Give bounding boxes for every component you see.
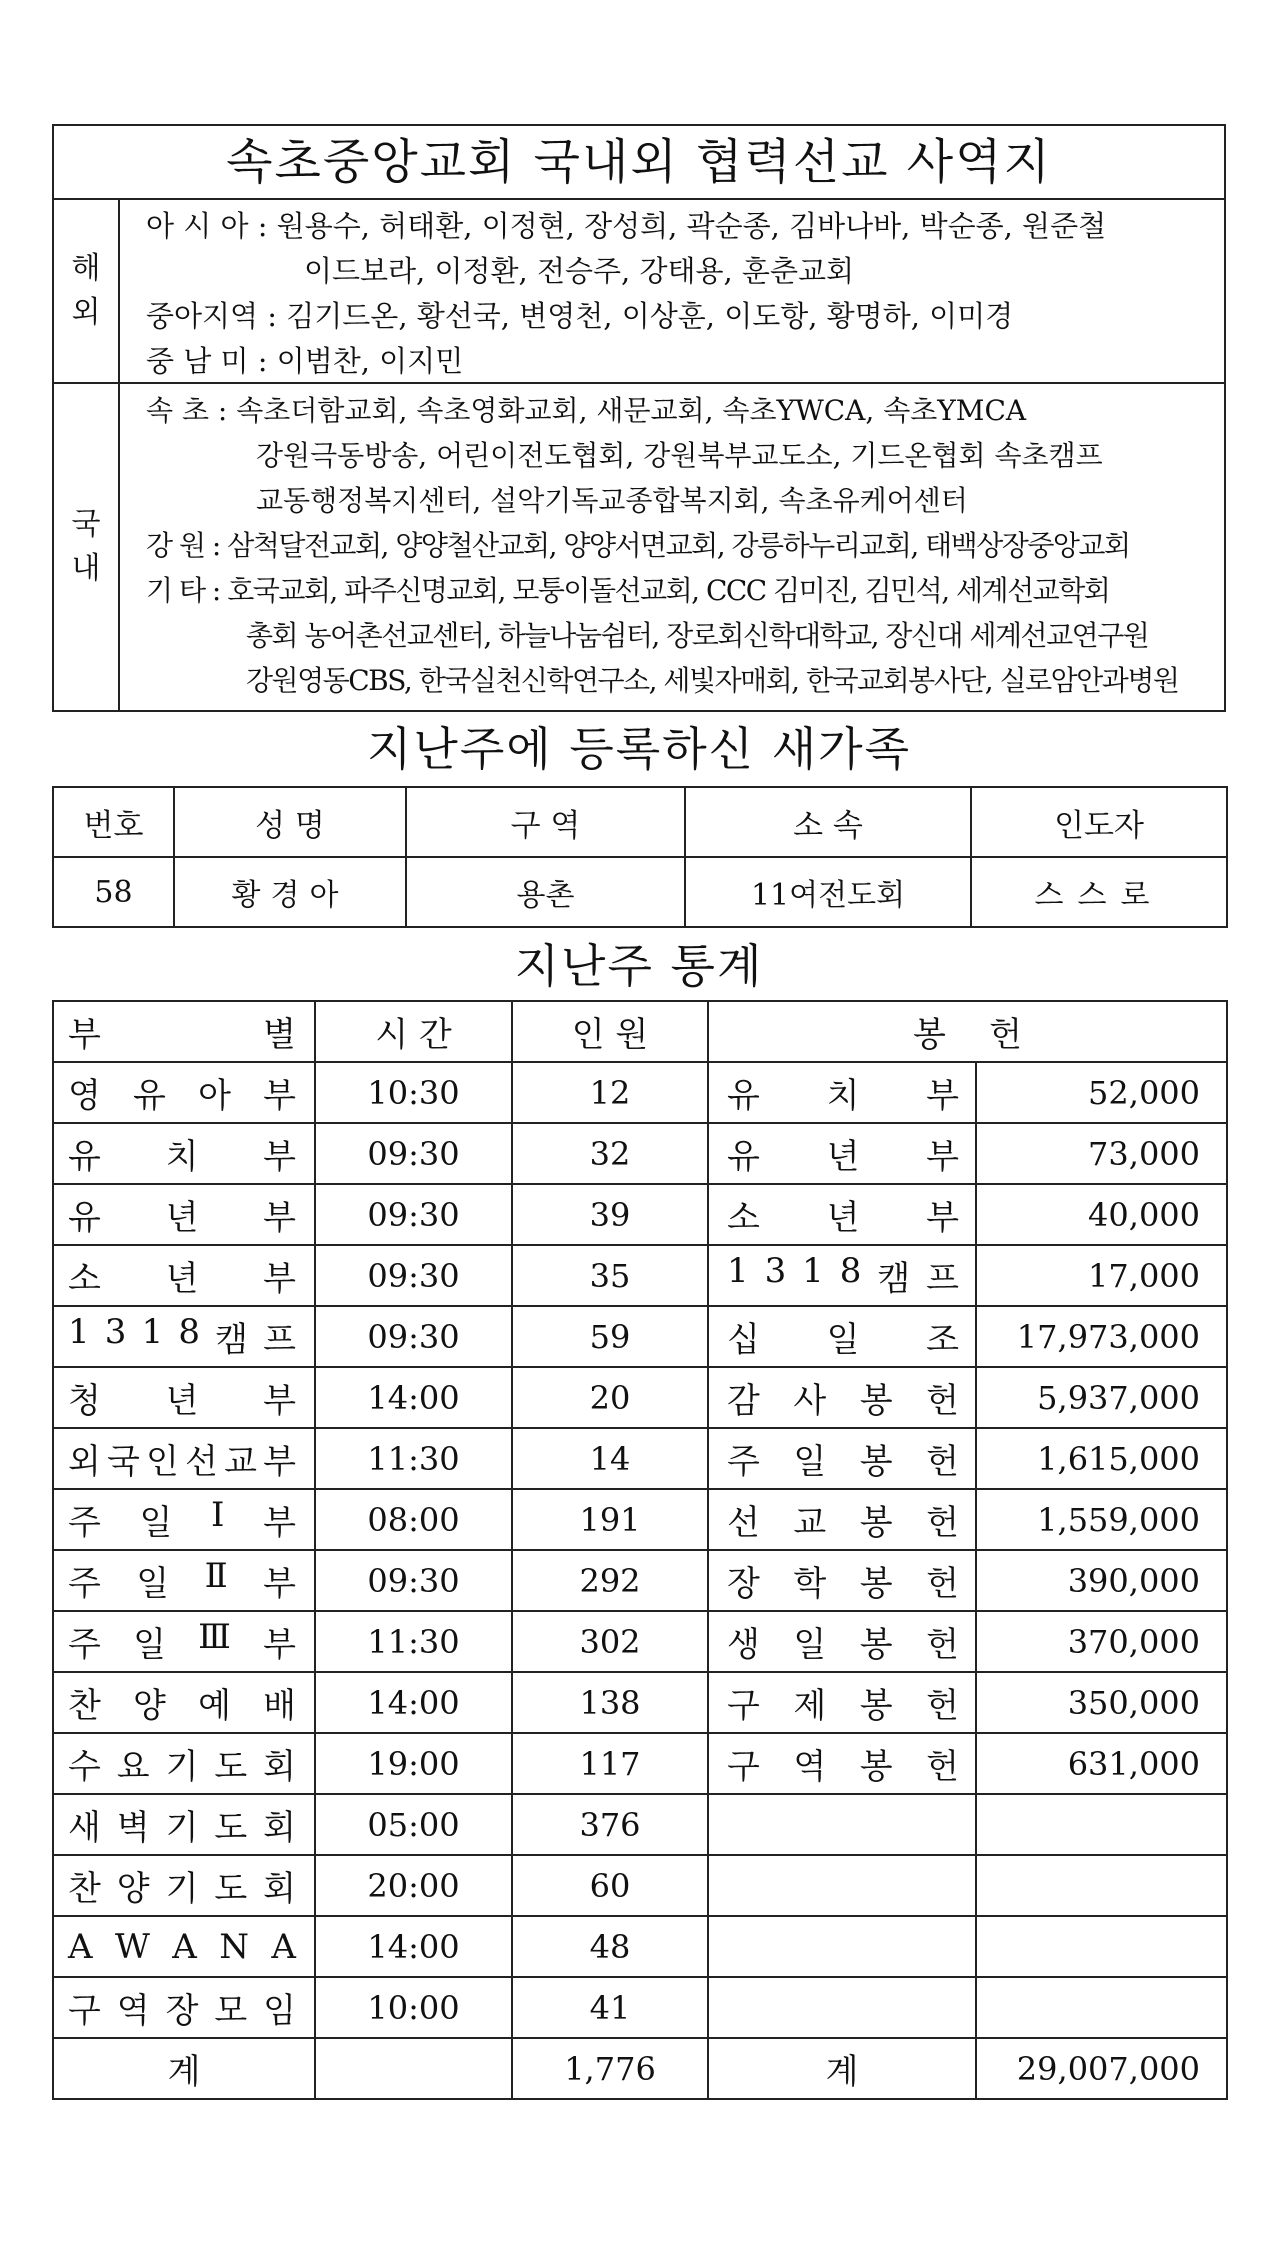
table-row xyxy=(53,1306,1227,1367)
time-cell: 08:00 xyxy=(315,1489,512,1550)
time-cell: 10:30 xyxy=(315,1062,512,1123)
spaced-label: 주 일 Ⅰ 부 xyxy=(68,1495,296,1543)
table-row xyxy=(53,1489,1227,1550)
domestic-line: 강원영동CBS, 한국실천신학연구소, 세빛자매회, 한국교회봉사단, 실로암안과병원 xyxy=(246,664,1179,697)
spaced-label: A W A N A xyxy=(68,1926,296,1967)
offering-amount-cell: 52,000 xyxy=(976,1062,1227,1123)
spaced-label: 새 벽 기 도 회 xyxy=(68,1808,296,1848)
offering-amount-cell: 5,937,000 xyxy=(976,1367,1227,1428)
dept-cell xyxy=(53,1062,315,1123)
spaced-label: 소 년 부 xyxy=(727,1198,959,1238)
offering-amount-cell xyxy=(976,1977,1227,2038)
offering-name-cell xyxy=(708,1184,976,1245)
table-row xyxy=(53,1611,1227,1672)
offering-name-cell xyxy=(708,1855,976,1916)
offering-name-cell xyxy=(708,1062,976,1123)
stats-header-row xyxy=(53,1001,1227,1062)
offering-amount-cell: 17,973,000 xyxy=(976,1306,1227,1367)
table-row xyxy=(53,1794,1227,1855)
table-row xyxy=(53,1733,1227,1794)
abroad-line: 아 시 아 : 원용수, 허태환, 이정현, 장성희, 곽순종, 김바나바, 박순종, 원준철 xyxy=(146,209,1107,243)
time-cell: 09:30 xyxy=(315,1550,512,1611)
domestic-label: 국 내 xyxy=(54,384,120,710)
offering-name-cell xyxy=(708,1367,976,1428)
header-guide: 인도자 xyxy=(971,787,1227,857)
total-offering-label: 계 xyxy=(708,2038,976,2099)
spaced-label: 주 일 봉 헌 xyxy=(727,1442,959,1482)
dept-cell xyxy=(53,1306,315,1367)
offering-name-cell xyxy=(708,1672,976,1733)
header-district: 구 역 xyxy=(406,787,685,857)
count-cell: 14 xyxy=(512,1428,708,1489)
time-cell: 09:30 xyxy=(315,1184,512,1245)
abroad-list xyxy=(120,200,1224,382)
dept-cell xyxy=(53,1367,315,1428)
time-cell: 11:30 xyxy=(315,1611,512,1672)
offering-amount-cell xyxy=(976,1916,1227,1977)
time-cell: 19:00 xyxy=(315,1733,512,1794)
spaced-label: 1 3 1 8 캠 프 xyxy=(68,1312,296,1360)
table-row xyxy=(53,857,1227,927)
table-row xyxy=(53,1062,1227,1123)
table-row xyxy=(53,1550,1227,1611)
spaced-label: 유 년 부 xyxy=(727,1137,959,1177)
offering-amount-cell: 350,000 xyxy=(976,1672,1227,1733)
header-name: 성 명 xyxy=(174,787,406,857)
dept-cell xyxy=(53,1794,315,1855)
cell-affiliation: 11여전도회 xyxy=(685,857,971,927)
spaced-label: 외 국 인 선 교 부 xyxy=(68,1442,296,1482)
time-cell: 11:30 xyxy=(315,1428,512,1489)
offering-name-cell xyxy=(708,1550,976,1611)
new-family-title: 지난주에 등록하신 새가족 xyxy=(366,722,912,776)
count-cell: 20 xyxy=(512,1367,708,1428)
dept-cell xyxy=(53,1184,315,1245)
abroad-line: 중 남 미 : 이범찬, 이지민 xyxy=(146,344,464,378)
spaced-label: 찬 양 예 배 xyxy=(68,1686,296,1726)
time-cell: 10:00 xyxy=(315,1977,512,2038)
new-family-table xyxy=(52,786,1228,928)
time-cell: 09:30 xyxy=(315,1306,512,1367)
count-cell: 292 xyxy=(512,1550,708,1611)
offering-name-cell xyxy=(708,1428,976,1489)
spaced-label: 유 년 부 xyxy=(68,1198,296,1238)
table-row xyxy=(53,1916,1227,1977)
total-empty xyxy=(315,2038,512,2099)
spaced-label: 영 유 아 부 xyxy=(68,1076,296,1116)
spaced-label: 구 제 봉 헌 xyxy=(727,1686,959,1726)
time-cell: 20:00 xyxy=(315,1855,512,1916)
offering-name-cell xyxy=(708,1977,976,2038)
cell-name: 황경아 xyxy=(174,857,406,927)
cell-number: 58 xyxy=(53,857,174,927)
header-dept: 부 별 xyxy=(53,1001,315,1062)
stats-table xyxy=(52,1000,1228,2100)
domestic-list xyxy=(120,384,1224,710)
total-label: 계 xyxy=(53,2038,315,2099)
stats-body xyxy=(53,1062,1227,2038)
domestic-line: 강 원 : 삼척달전교회, 양양철산교회, 양양서면교회, 강릉하누리교회, 태백상장중앙교회 xyxy=(146,529,1130,562)
count-cell: 59 xyxy=(512,1306,708,1367)
spaced-label: 장 학 봉 헌 xyxy=(727,1564,959,1604)
time-cell: 05:00 xyxy=(315,1794,512,1855)
time-cell: 09:30 xyxy=(315,1123,512,1184)
bulletin-page xyxy=(52,124,1226,2100)
header-offering: 봉 헌 xyxy=(708,1001,1227,1062)
spaced-label: 소 년 부 xyxy=(68,1259,296,1299)
domestic-line: 교동행정복지센터, 설악기독교종합복지회, 속초유케어센터 xyxy=(256,484,968,517)
time-cell: 14:00 xyxy=(315,1367,512,1428)
dept-cell xyxy=(53,1672,315,1733)
table-row xyxy=(53,1184,1227,1245)
offering-amount-cell: 390,000 xyxy=(976,1550,1227,1611)
table-row xyxy=(53,1428,1227,1489)
table-row xyxy=(53,1855,1227,1916)
spaced-label: 주 일 Ⅱ 부 xyxy=(68,1556,296,1604)
mission-title: 속초중앙교회 국내외 협력선교 사역지 xyxy=(54,126,1224,200)
total-count: 1,776 xyxy=(512,2038,708,2099)
spaced-label: 청 년 부 xyxy=(68,1381,296,1421)
time-cell: 14:00 xyxy=(315,1672,512,1733)
count-cell: 39 xyxy=(512,1184,708,1245)
count-cell: 138 xyxy=(512,1672,708,1733)
offering-amount-cell: 73,000 xyxy=(976,1123,1227,1184)
spaced-label: 유 치 부 xyxy=(68,1137,296,1177)
offering-amount-cell xyxy=(976,1794,1227,1855)
dept-cell xyxy=(53,1855,315,1916)
table-row xyxy=(53,1123,1227,1184)
table-row xyxy=(53,1672,1227,1733)
domestic-row xyxy=(54,384,1224,710)
offering-amount-cell: 40,000 xyxy=(976,1184,1227,1245)
domestic-line: 기 타 : 호국교회, 파주신명교회, 모퉁이돌선교회, CCC 김미진, 김민석, 세계선교학회 xyxy=(146,574,1110,607)
offering-name-cell xyxy=(708,1794,976,1855)
count-cell: 191 xyxy=(512,1489,708,1550)
dept-cell xyxy=(53,1916,315,1977)
header-count: 인 원 xyxy=(512,1001,708,1062)
spaced-label: 구 역 장 모 임 xyxy=(68,1991,296,2031)
header-number: 번호 xyxy=(53,787,174,857)
offering-amount-cell: 370,000 xyxy=(976,1611,1227,1672)
count-cell: 60 xyxy=(512,1855,708,1916)
mission-box xyxy=(52,124,1226,712)
dept-cell xyxy=(53,1123,315,1184)
count-cell: 41 xyxy=(512,1977,708,2038)
spaced-label: 수 요 기 도 회 xyxy=(68,1747,296,1787)
time-cell: 14:00 xyxy=(315,1916,512,1977)
offering-amount-cell: 17,000 xyxy=(976,1245,1227,1306)
dept-cell xyxy=(53,1550,315,1611)
spaced-label: 십 일 조 xyxy=(727,1320,959,1360)
dept-cell xyxy=(53,1977,315,2038)
abroad-row xyxy=(54,200,1224,384)
offering-name-cell xyxy=(708,1733,976,1794)
spaced-label: 구 역 봉 헌 xyxy=(727,1747,959,1787)
header-affiliation: 소 속 xyxy=(685,787,971,857)
domestic-line: 강원극동방송, 어린이전도협회, 강원북부교도소, 기드온협회 속초캠프 xyxy=(256,439,1103,472)
offering-name-cell xyxy=(708,1489,976,1550)
dept-cell xyxy=(53,1489,315,1550)
count-cell: 12 xyxy=(512,1062,708,1123)
offering-name-cell xyxy=(708,1123,976,1184)
offering-amount-cell: 1,615,000 xyxy=(976,1428,1227,1489)
new-family-header-row xyxy=(53,787,1227,857)
table-row xyxy=(53,1977,1227,2038)
count-cell: 376 xyxy=(512,1794,708,1855)
spaced-label: 선 교 봉 헌 xyxy=(727,1503,959,1543)
table-row xyxy=(53,1245,1227,1306)
domestic-line: 총회 농어촌선교센터, 하늘나눔쉼터, 장로회신학대학교, 장신대 세계선교연구원 xyxy=(246,619,1149,652)
spaced-label: 찬 양 기 도 회 xyxy=(68,1869,296,1909)
count-cell: 48 xyxy=(512,1916,708,1977)
spaced-label: 주 일 Ⅲ 부 xyxy=(68,1617,296,1665)
abroad-label: 해 외 xyxy=(54,200,120,382)
offering-name-cell xyxy=(708,1306,976,1367)
count-cell: 117 xyxy=(512,1733,708,1794)
time-cell: 09:30 xyxy=(315,1245,512,1306)
offering-amount-cell: 1,559,000 xyxy=(976,1489,1227,1550)
abroad-line: 이드보라, 이정환, 전승주, 강태용, 훈춘교회 xyxy=(304,254,854,288)
count-cell: 35 xyxy=(512,1245,708,1306)
header-time: 시 간 xyxy=(315,1001,512,1062)
cell-district: 용촌 xyxy=(406,857,685,927)
table-row xyxy=(53,1367,1227,1428)
count-cell: 32 xyxy=(512,1123,708,1184)
stats-title: 지난주 통계 xyxy=(514,939,764,993)
dept-cell xyxy=(53,1733,315,1794)
dept-cell xyxy=(53,1428,315,1489)
offering-name-cell xyxy=(708,1916,976,1977)
offering-amount-cell xyxy=(976,1855,1227,1916)
offering-name-cell xyxy=(708,1611,976,1672)
abroad-line: 중아지역 : 김기드온, 황선국, 변영천, 이상훈, 이도항, 황명하, 이미경 xyxy=(146,299,1014,333)
total-offering: 29,007,000 xyxy=(976,2038,1227,2099)
dept-cell xyxy=(53,1245,315,1306)
offering-name-cell xyxy=(708,1245,976,1306)
domestic-line: 속 초 : 속초더함교회, 속초영화교회, 새문교회, 속초YWCA, 속초YMCA xyxy=(146,394,1027,427)
spaced-label: 1 3 1 8 캠 프 xyxy=(727,1251,959,1299)
spaced-label: 유 치 부 xyxy=(727,1076,959,1116)
spaced-label: 감 사 봉 헌 xyxy=(727,1381,959,1421)
cell-guide: 스스로 xyxy=(971,857,1227,927)
dept-cell xyxy=(53,1611,315,1672)
spaced-label: 생 일 봉 헌 xyxy=(727,1625,959,1665)
count-cell: 302 xyxy=(512,1611,708,1672)
offering-amount-cell: 631,000 xyxy=(976,1733,1227,1794)
stats-total-row xyxy=(53,2038,1227,2099)
